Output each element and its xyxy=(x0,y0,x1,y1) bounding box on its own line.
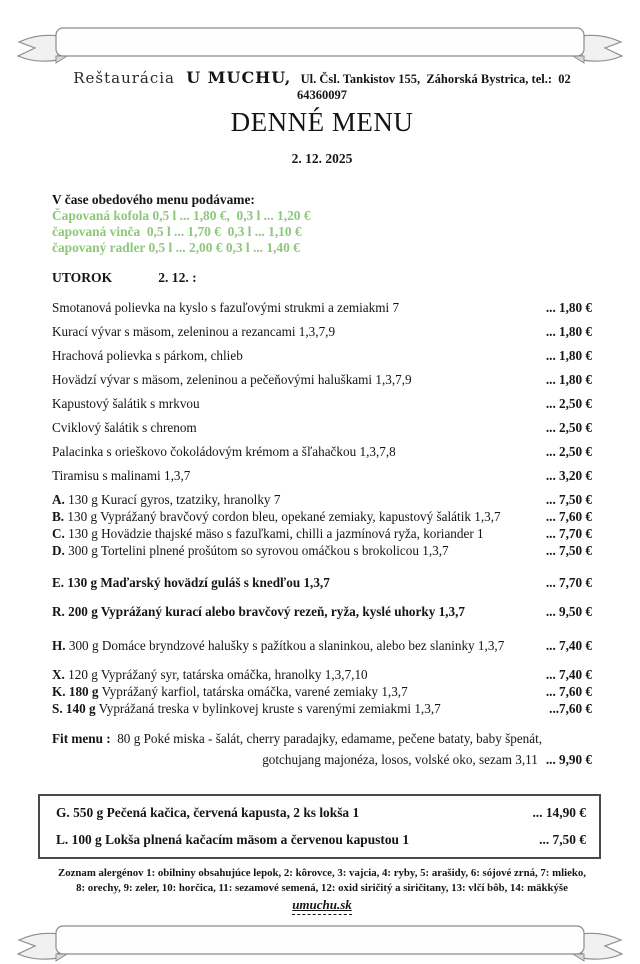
item-letter: X. xyxy=(52,667,65,682)
item-text: Cviklový šalátik s chrenom xyxy=(52,420,197,435)
allergens-line: 8: orechy, 9: zeler, 10: horčica, 11: sezamové semená, 12: oxid siričitý a siričitany, 13: vlčí bôb, 14: mäkkýše xyxy=(76,881,568,894)
menu-item-row xyxy=(52,492,592,507)
restaurant-address: Ul. Čsl. Tankistov 155, Záhorská Bystrica, tel.: 02 64360097 xyxy=(297,72,574,102)
item-price: ... 2,50 € xyxy=(545,396,592,411)
mains-abcd-section xyxy=(52,492,592,558)
item-text: Smotanová polievka na kyslo s fazuľovými strukmi a zemiakmi 7 xyxy=(52,300,400,315)
item-price: ... 7,40 € xyxy=(545,667,592,682)
item-text: Hrachová polievka s párkom, chlieb xyxy=(52,348,243,363)
item-price: ... 1,80 € xyxy=(545,300,592,315)
item-price: ... 7,70 € xyxy=(545,575,592,590)
menu-item-row xyxy=(52,526,592,541)
item-letter: B. xyxy=(52,509,65,524)
drink-line: čapovaný radler 0,5 l ... 2,00 € 0,3 l ... 1,40 € xyxy=(52,240,300,255)
drinks-section xyxy=(52,192,592,256)
menu-item-row xyxy=(52,348,592,363)
website-row xyxy=(52,896,592,915)
item-text: R. 200 g Vyprážaný kurací alebo bravčový rezeň, ryža, kyslé uhorky 1,3,7 xyxy=(52,604,465,619)
specials-box xyxy=(38,794,601,859)
item-text: Tiramisu s malinami 1,3,7 xyxy=(52,468,191,483)
menu-item-row xyxy=(52,604,592,619)
item-price: ... 1,80 € xyxy=(545,348,592,363)
item-price: ... 2,50 € xyxy=(545,420,592,435)
item-price: ... 9,90 € xyxy=(545,752,592,767)
item-price: ... 14,90 € xyxy=(532,805,586,820)
item-text: 130 g Vyprážaný bravčový cordon bleu, opekané zemiaky, kapustový šalátik 1,3,7 xyxy=(64,509,501,524)
mains-xks-section xyxy=(52,667,592,716)
item-text: Vyprážaný karfiol, tatárska omáčka, varené zemiaky 1,3,7 xyxy=(98,684,408,699)
starters-section xyxy=(52,300,592,483)
item-price: ... 7,50 € xyxy=(539,832,586,847)
item-price: ... 7,60 € xyxy=(545,684,592,699)
item-text: L. 100 g Lokša plnená kačacím mäsom a červenou kapustou 1 xyxy=(56,832,410,847)
item-letter: K. 180 g xyxy=(52,684,99,699)
menu-item-row xyxy=(52,509,592,524)
item-price: ... 9,50 € xyxy=(545,604,592,619)
menu-date: 2. 12. 2025 xyxy=(291,151,353,166)
item-text: Vyprážaná treska v bylinkovej kruste s varenými zemiakmi 1,3,7 xyxy=(95,701,441,716)
item-price: ... 7,50 € xyxy=(545,492,592,507)
fit-menu-line1 xyxy=(52,731,592,747)
day-heading xyxy=(52,270,592,286)
item-price: ... 7,40 € xyxy=(545,638,592,653)
item-letter: A. xyxy=(52,492,65,507)
restaurant-header xyxy=(52,68,592,103)
restaurant-script-label: Reštaurácia xyxy=(73,69,175,87)
item-text: Kurací vývar s mäsom, zeleninou a rezancami 1,3,7,9 xyxy=(52,324,336,339)
page-title: DENNÉ MENU xyxy=(230,107,414,137)
menu-item-row xyxy=(52,543,592,558)
item-text: 300 g Domáce bryndzové halušky s pažítkou a slaninkou, alebo bez slaninky 1,3,7 xyxy=(65,638,505,653)
fit-menu-text: gotchujang majonéza, losos, volské oko, sezam 3,11 xyxy=(262,752,538,767)
menu-item-row xyxy=(56,805,586,820)
menu-item-row xyxy=(52,701,592,716)
item-letter: C. xyxy=(52,526,65,541)
menu-item-row xyxy=(52,324,592,339)
day-date: 2. 12. : xyxy=(158,270,197,285)
ribbon-banner-icon xyxy=(0,920,640,964)
item-text: 130 g Kurací gyros, tzatziky, hranolky 7 xyxy=(64,492,281,507)
item-price: ... 2,50 € xyxy=(545,444,592,459)
menu-item-row xyxy=(52,468,592,483)
drink-line: Čapovaná kofola 0,5 l ... 1,80 €, 0,3 l ... 1,20 € xyxy=(52,208,311,223)
item-price: ... 7,60 € xyxy=(545,509,592,524)
item-text: Hovädzí vývar s mäsom, zeleninou a pečeňovými haluškami 1,3,7,9 xyxy=(52,372,412,387)
menu-item-row xyxy=(52,638,592,653)
restaurant-name: U MUCHU, xyxy=(186,68,292,87)
menu-item-row xyxy=(52,575,592,590)
fit-menu-label: Fit menu : xyxy=(52,731,111,746)
fit-menu-line2 xyxy=(52,752,592,768)
item-price: ...7,60 € xyxy=(549,701,592,716)
drink-line: čapovaná vinča 0,5 l ... 1,70 € 0,3 l ... 1,10 € xyxy=(52,224,302,239)
drinks-heading: V čase obedového menu podávame: xyxy=(52,192,255,207)
item-text: Palacinka s orieškovo čokoládovým krémom a šľahačkou 1,3,7,8 xyxy=(52,444,396,459)
daily-menu-page xyxy=(0,22,640,927)
item-text: Kapustový šalátik s mrkvou xyxy=(52,396,200,411)
item-price: ... 1,80 € xyxy=(545,324,592,339)
item-price: ... 7,70 € xyxy=(545,526,592,541)
item-text: G. 550 g Pečená kačica, červená kapusta, 2 ks lokša 1 xyxy=(56,805,360,820)
menu-item-row xyxy=(52,396,592,411)
item-text: 130 g Hovädzie thajské mäso s fazuľkami, chilli a jazmínová ryža, koriander 1 xyxy=(64,526,484,541)
item-text: 120 g Vyprážaný syr, tatárska omáčka, hranolky 1,3,7,10 xyxy=(64,667,368,682)
menu-item-row xyxy=(52,444,592,459)
menu-item-row xyxy=(56,832,586,847)
menu-content xyxy=(0,68,640,915)
allergens-list xyxy=(34,866,610,895)
item-letter: D. xyxy=(52,543,65,558)
allergens-line: Zoznam alergénov 1: obilniny obsahujúce lepok, 2: kôrovce, 3: vajcia, 4: ryby, 5: arašidy, 6: sójové zrná, 7: mlieko, xyxy=(58,867,586,879)
fit-menu-section xyxy=(52,731,592,768)
menu-item-row xyxy=(52,667,592,682)
website-text: umuchu.sk xyxy=(292,897,352,915)
item-letter: S. 140 g xyxy=(52,701,96,716)
menu-item-row xyxy=(52,372,592,387)
menu-item-row xyxy=(52,300,592,315)
fit-menu-text: 80 g Poké miska - šalát, cherry paradajky, edamame, pečene bataty, baby špenát, xyxy=(110,731,543,746)
item-text: 300 g Tortelini plnené prošútom so syrovou omáčkou s brokolicou 1,3,7 xyxy=(64,543,449,558)
day-name: UTOROK xyxy=(52,270,113,285)
item-letter: H. xyxy=(52,638,66,653)
item-price: ... 7,50 € xyxy=(545,543,592,558)
menu-item-row xyxy=(52,684,592,699)
item-price: ... 3,20 € xyxy=(545,468,592,483)
item-text: E. 130 g Maďarský hovädzí guláš s knedľou 1,3,7 xyxy=(52,575,330,590)
ribbon-banner-icon xyxy=(0,22,640,66)
item-price: ... 1,80 € xyxy=(545,372,592,387)
menu-item-row xyxy=(52,420,592,435)
